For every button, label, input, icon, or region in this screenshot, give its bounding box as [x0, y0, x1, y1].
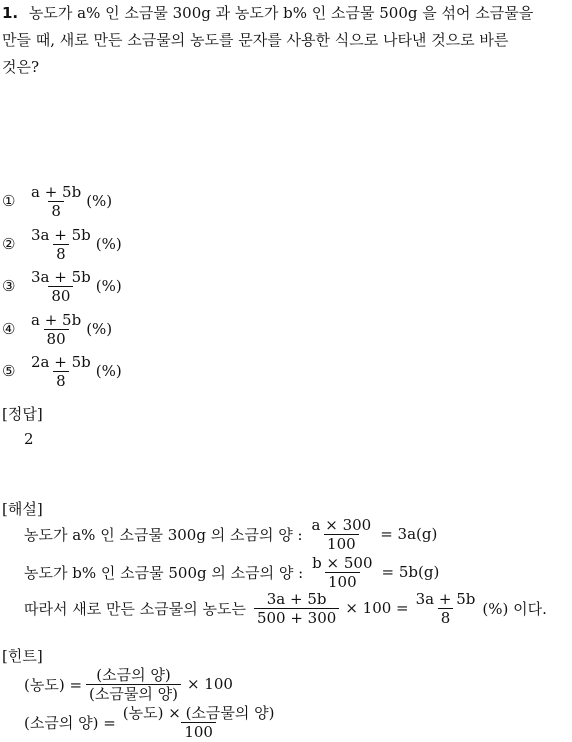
choice-option-5[interactable] [2, 353, 122, 389]
choice-unit: (%) [86, 192, 113, 210]
hint-fraction-2 [120, 705, 278, 740]
explanation-line-3 [24, 588, 547, 628]
choice-number-icon: ⑤ [2, 362, 16, 380]
hint-line-1-left: (농도) = [24, 675, 83, 694]
choice-option-4[interactable] [2, 311, 112, 347]
explanation-line-1 [24, 514, 437, 554]
question-line-1 [2, 2, 533, 23]
fraction-denominator: 8 [53, 244, 69, 262]
fraction-denominator: 8 [53, 371, 69, 389]
hint-line-2-left: (소금의 양) = [24, 713, 116, 732]
choice-fraction [28, 227, 94, 262]
choice-number-icon: ② [2, 235, 16, 253]
choice-number-icon: ③ [2, 277, 16, 295]
fraction-numerator: a + 5b [31, 310, 82, 329]
hint-line-2 [24, 702, 280, 742]
choice-unit: (%) [86, 320, 113, 338]
fraction-denominator: 100 [325, 572, 360, 590]
fraction-numerator: a × 300 [311, 515, 372, 534]
fraction-numerator: a + 5b [31, 182, 82, 201]
fraction-denominator: 80 [48, 286, 73, 304]
question-line-3: 것은? [2, 58, 40, 76]
choice-option-3[interactable] [2, 268, 122, 304]
answer-value: 2 [24, 430, 34, 448]
explanation-line-3-suffix: (%) 이다. [482, 599, 547, 618]
choice-unit: (%) [95, 362, 122, 380]
choice-fraction [28, 184, 84, 219]
question-line-2: 만들 때, 새로 만든 소금물의 농도를 문자를 사용한 식으로 나타낸 것으로 바른 [2, 31, 509, 49]
explanation-line-3-prefix: 따라서 새로 만든 소금물의 농도는 [24, 599, 246, 618]
hint-fraction-1 [86, 667, 181, 702]
answer-heading: [정답] [2, 405, 43, 423]
choice-fraction [28, 354, 94, 389]
explanation-line-2-prefix: 농도가 b% 인 소금물 500g 의 소금의 양 : [24, 563, 304, 582]
fraction-denominator: 8 [438, 608, 454, 626]
explanation-fraction-3 [254, 591, 339, 626]
explanation-fraction-1 [309, 517, 375, 552]
explanation-fraction-2 [309, 555, 375, 590]
choice-unit: (%) [95, 235, 122, 253]
fraction-denominator: 80 [44, 329, 69, 347]
choice-unit: (%) [95, 277, 122, 295]
choice-fraction [28, 312, 84, 347]
hint-heading: [힌트] [2, 647, 43, 665]
explanation-line-2-result: = 5b(g) [381, 563, 440, 581]
fraction-numerator: (농도) × (소금물의 양) [122, 703, 275, 722]
choice-option-1[interactable] [2, 183, 112, 219]
fraction-numerator: 3a + 5b [31, 267, 91, 286]
question-number: 1. [2, 4, 19, 22]
explanation-heading: [해설] [2, 500, 43, 518]
choice-fraction [28, 269, 94, 304]
choice-number-icon: ① [2, 192, 16, 210]
fraction-numerator: 2a + 5b [31, 352, 91, 371]
fraction-numerator: 3a + 5b [31, 225, 91, 244]
fraction-numerator: b × 500 [312, 553, 373, 572]
fraction-denominator: (소금물의 양) [86, 684, 181, 702]
fraction-denominator: 100 [324, 534, 359, 552]
explanation-line-1-result: = 3a(g) [380, 525, 438, 543]
explanation-line-3-mid: × 100 = [345, 599, 409, 617]
explanation-line-1-prefix: 농도가 a% 인 소금물 300g 의 소금의 양 : [24, 525, 303, 544]
fraction-denominator: 100 [181, 722, 216, 740]
hint-line-1-right: × 100 [186, 675, 233, 693]
fraction-denominator: 8 [48, 201, 64, 219]
hint-line-1 [24, 664, 233, 704]
fraction-numerator: 3a + 5b [415, 589, 476, 608]
explanation-line-2 [24, 552, 439, 592]
fraction-numerator: (소금의 양) [96, 665, 171, 684]
explanation-fraction-4 [413, 591, 479, 626]
question-text-1: 농도가 a% 인 소금물 300g 과 농도가 b% 인 소금물 500g 을 섞어 소금물을 [28, 4, 534, 22]
fraction-numerator: 3a + 5b [266, 589, 327, 608]
fraction-denominator: 500 + 300 [254, 608, 339, 626]
choice-number-icon: ④ [2, 320, 16, 338]
choice-option-2[interactable] [2, 226, 122, 262]
